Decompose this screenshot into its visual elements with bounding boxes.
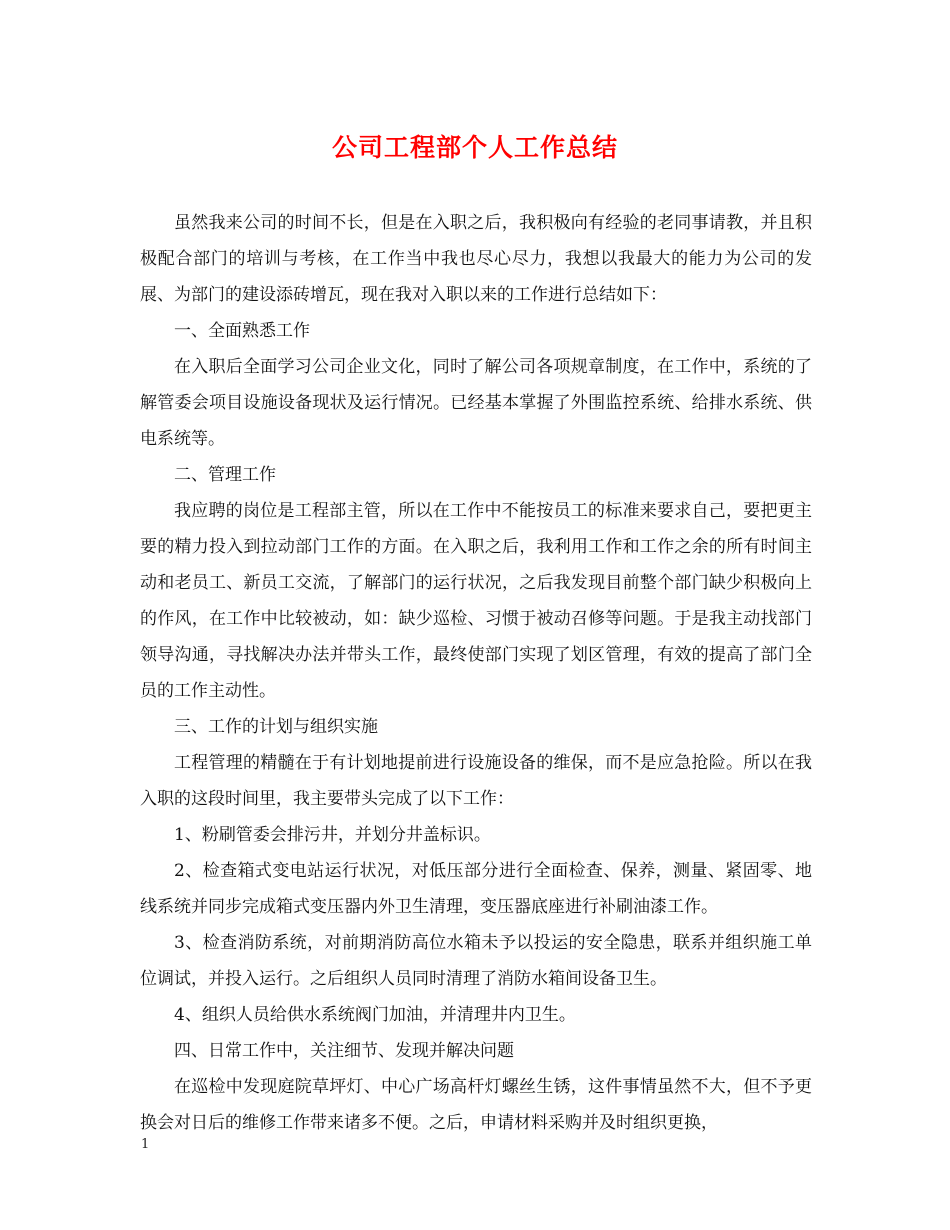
section-heading-1: 一、全面熟悉工作 (174, 321, 310, 341)
page-number: 1 (141, 1137, 150, 1152)
paragraph-intro: 虽然我来公司的时间不长，但是在入职之后，我积极向有经验的老同事请教，并且积极配合部门的培训与考核，在工作当中我也尽心尽力，我想以我最大的能力为公司的发展、为部门的建设添砖增瓦，现在我对入职以来的工作进行总结如下： (140, 213, 812, 305)
section-heading-4: 四、日常工作中，关注细节、发现并解决问题 (174, 1041, 514, 1061)
list-item-2: 2、检查箱式变电站运行状况，对低压部分进行全面检查、保养，测量、紧固零、地线系统并同步完成箱式变压器内外卫生清理，变压器底座进行补刷油漆工作。 (140, 861, 812, 917)
section-heading-2: 二、管理工作 (174, 465, 276, 485)
list-item-3: 3、检查消防系统，对前期消防高位水箱未予以投运的安全隐患，联系并组织施工单位调试，并投入运行。之后组织人员同时清理了消防水箱间设备卫生。 (140, 933, 812, 989)
paragraph-section-3: 工程管理的精髓在于有计划地提前进行设施设备的维保，而不是应急抢险。所以在我入职的这段时间里，我主要带头完成了以下工作： (140, 753, 812, 809)
document-body (140, 205, 812, 1141)
paragraph-section-4: 在巡检中发现庭院草坪灯、中心广场高杆灯螺丝生锈，这件事情虽然不大，但不予更换会对日后的维修工作带来诸多不便。之后，申请材料采购并及时组织更换， (140, 1077, 812, 1133)
list-item-1: 1、粉刷管委会排污井，并划分井盖标识。 (174, 825, 491, 845)
paragraph-section-1: 在入职后全面学习公司企业文化，同时了解公司各项规章制度，在工作中，系统的了解管委会项目设施设备现状及运行情况。已经基本掌握了外围监控系统、给排水系统、供电系统等。 (140, 357, 812, 449)
document-title: 公司工程部个人工作总结 (331, 133, 618, 162)
paragraph-section-2: 我应聘的岗位是工程部主管，所以在工作中不能按员工的标准来要求自己，要把更主要的精力投入到拉动部门工作的方面。在入职之后，我利用工作和工作之余的所有时间主动和老员工、新员工交流，了解部门的运行状况，之后我发现目前整个部门缺少积极向上的作风，在工作中比较被动，如：缺少巡检、习惯于被动召修等问题。于是我主动找部门领导沟通，寻找解决办法并带头工作，最终使部门实现了划区管理，有效的提高了部门全员的工作主动性。 (140, 501, 812, 701)
section-heading-3: 三、工作的计划与组织实施 (174, 717, 378, 737)
list-item-4: 4、组织人员给供水系统阀门加油，并清理井内卫生。 (174, 1005, 576, 1025)
